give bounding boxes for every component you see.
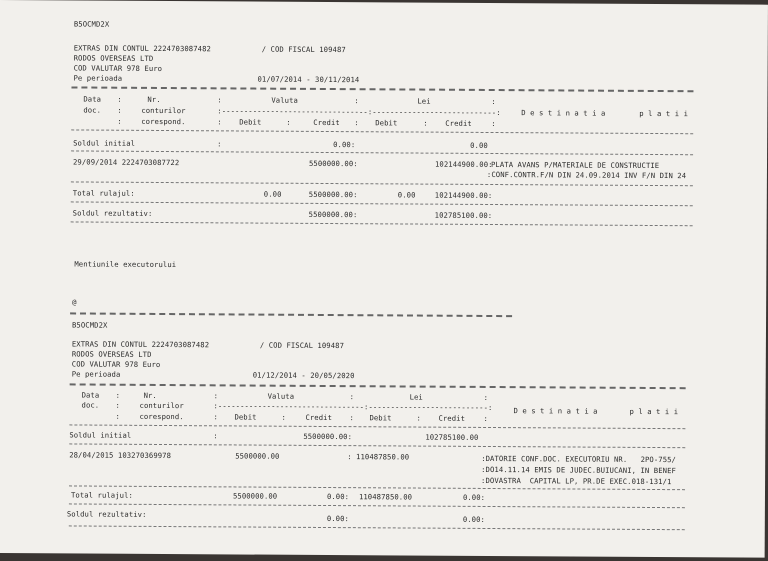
account-line: EXTRAS DIN CONTUL 2224703087482 bbox=[71, 339, 210, 350]
transaction-date-nr: 28/04/2015 103270369978 bbox=[69, 450, 172, 461]
transaction-desc-line-3: :DOVASTRA CAPITAL LP, PR.DE EXEC.018-131/1 bbox=[481, 475, 672, 487]
col-platii: p l a t i i bbox=[639, 108, 689, 119]
sold-initial-credit-valuta: 5500000.00: bbox=[303, 431, 353, 442]
fiscal-line: / COD FISCAL 109487 bbox=[261, 44, 346, 55]
sold-initial-label: Soldul initial bbox=[69, 430, 132, 440]
total-debit-valuta: 5500000.00 bbox=[232, 491, 278, 501]
divider bbox=[71, 129, 693, 134]
col-sep: : bbox=[217, 95, 222, 105]
col-valuta: Valuta bbox=[271, 95, 298, 105]
col-sep: : bbox=[115, 411, 120, 421]
currency-line: COD VALUTAR 978 Euro bbox=[73, 63, 163, 73]
col-lei: Lei bbox=[409, 392, 423, 402]
divider bbox=[71, 86, 693, 92]
sold-initial-label: Soldul initial bbox=[73, 138, 136, 148]
id-code: B5OCMD2X bbox=[73, 19, 110, 29]
col-sep: : bbox=[217, 139, 222, 149]
total-credit-lei: 0.00: bbox=[462, 492, 486, 502]
divider bbox=[71, 150, 693, 155]
period-label: Pe perioada bbox=[73, 73, 123, 83]
col-sep: : bbox=[213, 412, 218, 422]
col-credit-valuta: Credit bbox=[313, 117, 340, 128]
transaction-debit-valuta: 5500000.00 bbox=[235, 451, 280, 461]
sold-rezultativ-valuta: 5500000.00: bbox=[308, 209, 358, 220]
col-corespond: corespond. bbox=[141, 116, 186, 127]
total-label: Total rulajul: bbox=[72, 188, 135, 198]
col-sep: : bbox=[349, 392, 355, 402]
col-sep: : bbox=[354, 96, 359, 106]
sold-rezultativ-label: Soldul rezultativ: bbox=[66, 509, 147, 519]
at-sign: @ bbox=[72, 297, 77, 307]
col-sep: : bbox=[349, 413, 354, 423]
col-valuta: Valuta bbox=[267, 391, 295, 401]
fiscal-line: / COD FISCAL 109487 bbox=[259, 340, 345, 351]
col-credit-lei: Credit bbox=[438, 413, 466, 423]
col-nr: Nr. bbox=[147, 94, 161, 104]
col-sep: : bbox=[117, 105, 122, 115]
divider bbox=[69, 443, 685, 448]
transaction-desc-line-1: :DATORIE CONF.DOC. EXECUTORIU NR. 2PO-755/ bbox=[481, 453, 677, 465]
col-sep: : bbox=[416, 413, 421, 423]
period-label: Pe perioada bbox=[71, 369, 121, 379]
col-destinatia: D e s t i n a t i a bbox=[521, 108, 606, 118]
col-platii: p l a t i i bbox=[629, 406, 679, 417]
col-doc: doc. bbox=[81, 400, 100, 410]
col-sep: : bbox=[281, 412, 286, 422]
col-sep: : bbox=[117, 116, 122, 126]
col-sep: : bbox=[217, 117, 222, 127]
col-credit-lei: Credit bbox=[445, 118, 472, 128]
col-sep: : bbox=[115, 390, 121, 400]
col-debit-valuta: Debit bbox=[234, 412, 257, 422]
sold-initial-credit-lei: 102785100.00 bbox=[425, 432, 479, 442]
col-sep: :---------------------------------:---------------------------: bbox=[213, 401, 493, 413]
divider bbox=[70, 312, 512, 317]
total-credit-valuta: 5500000.00: bbox=[308, 189, 358, 200]
col-sep: :---------------------------------:----------------------------: bbox=[217, 106, 501, 118]
total-debit-valuta: 0.00 bbox=[263, 189, 282, 199]
sold-rezultativ-label: Soldul rezultativ: bbox=[72, 208, 153, 218]
col-credit-valuta: Credit bbox=[305, 412, 333, 423]
col-sep: : bbox=[117, 94, 122, 104]
divider bbox=[70, 383, 686, 389]
statement-section-1 bbox=[0, 0, 768, 221]
col-sep: : bbox=[491, 119, 496, 129]
divider bbox=[71, 221, 693, 226]
col-sep: : bbox=[483, 392, 489, 402]
transaction-desc-line-1: PLATA AVANS P/MATERIALE DE CONSTRUCTIE bbox=[490, 160, 660, 171]
col-data: Data bbox=[83, 94, 102, 104]
total-credit-lei: 102144900.00: bbox=[434, 190, 493, 201]
sold-rezultativ-lei: 102785100.00: bbox=[434, 210, 493, 221]
col-sep: : bbox=[423, 118, 428, 128]
divider bbox=[71, 201, 693, 206]
mentiuni-label: Mentiunile executorului bbox=[74, 259, 177, 270]
id-code: B5OCMD2X bbox=[71, 320, 108, 330]
col-sep: : bbox=[286, 117, 291, 127]
col-sep: : bbox=[213, 431, 218, 441]
company-name: RODOS OVERSEAS LTD bbox=[73, 53, 154, 63]
col-debit-lei: Debit bbox=[375, 118, 398, 128]
transaction-debit-lei: : 110487850.00 bbox=[347, 452, 410, 462]
transaction-desc-line-2: :DO14.11.14 EMIS DE JUDEC.BUIUCANI, IN BENEF bbox=[481, 464, 676, 476]
sold-initial-credit-lei: 0.00 bbox=[470, 140, 488, 150]
divider bbox=[71, 181, 693, 186]
col-sep: : bbox=[491, 97, 496, 107]
col-sep: : bbox=[354, 118, 359, 128]
currency-line: COD VALUTAR 978 Euro bbox=[71, 359, 161, 369]
divider bbox=[69, 503, 685, 508]
col-lei: Lei bbox=[417, 96, 431, 106]
col-sep: : bbox=[483, 413, 488, 423]
col-corespond: corespond. bbox=[139, 411, 184, 422]
divider bbox=[69, 525, 685, 530]
total-debit-lei: 0.00 bbox=[397, 190, 416, 200]
company-name: RODOS OVERSEAS LTD bbox=[71, 349, 152, 359]
period-value: 01/07/2014 - 30/11/2014 bbox=[257, 74, 360, 85]
period-value: 01/12/2014 - 20/05/2020 bbox=[252, 370, 355, 381]
account-line: EXTRAS DIN CONTUL 2224703087482 bbox=[73, 43, 211, 54]
col-doc: doc. bbox=[83, 105, 102, 115]
col-destinatia: D e s t i n a t i a bbox=[513, 406, 598, 416]
total-credit-valuta: 0.00: bbox=[326, 492, 350, 502]
total-debit-lei: 110487850.00 bbox=[358, 492, 413, 502]
transaction-date-nr: 29/09/2014 2224703087722 bbox=[72, 157, 180, 168]
sold-rezultativ-lei: 0.00: bbox=[462, 514, 486, 524]
col-nr: Nr. bbox=[143, 390, 157, 400]
sold-initial-credit-valuta: 0.00: bbox=[333, 140, 356, 150]
col-debit-lei: Debit bbox=[369, 413, 392, 423]
col-conturilor: conturilor bbox=[139, 400, 184, 411]
col-sep: : bbox=[115, 400, 120, 410]
col-conturilor: conturilor bbox=[141, 105, 186, 116]
col-sep: : bbox=[213, 391, 219, 401]
transaction-desc-line-2: :CONF.CONTR.F/N DIN 24.09.2014 INV F/N DIN 24 bbox=[486, 169, 687, 181]
transaction-credit-valuta: 5500000.00: bbox=[308, 158, 358, 169]
transaction-credit-lei: 102144900.00: bbox=[434, 159, 493, 170]
sold-rezultativ-valuta: 0.00: bbox=[326, 514, 350, 524]
divider bbox=[69, 485, 685, 490]
col-debit-valuta: Debit bbox=[239, 117, 262, 127]
total-label: Total rulajul: bbox=[70, 490, 133, 500]
col-data: Data bbox=[81, 390, 100, 400]
divider bbox=[69, 424, 685, 429]
